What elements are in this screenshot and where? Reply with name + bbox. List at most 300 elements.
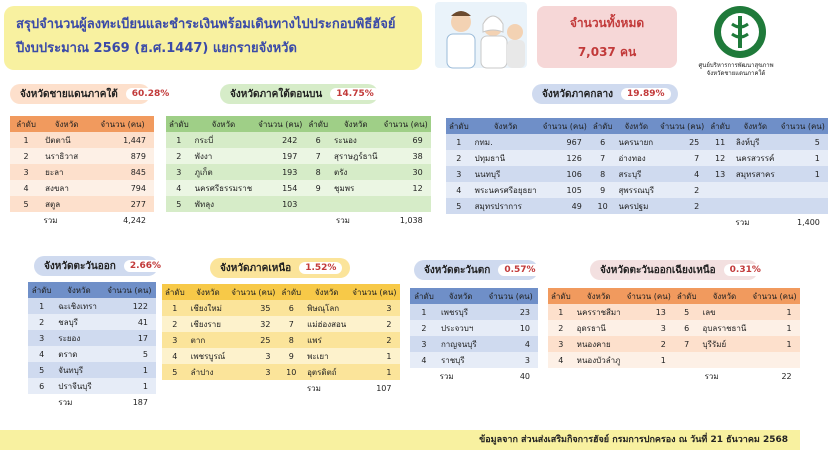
section-name: จังหวัดภาคใต้ตอนบน xyxy=(230,88,323,100)
total-value-cell: 187 xyxy=(103,394,156,410)
count-cell: 1 xyxy=(103,362,156,378)
ministry-logo-icon xyxy=(712,4,768,60)
table-row xyxy=(166,148,431,164)
table-row xyxy=(28,346,156,362)
rank-cell: 8 xyxy=(590,166,616,182)
total-label-cell: รวม xyxy=(278,380,349,396)
rank-cell xyxy=(707,182,733,198)
province-cell: อุตรดิตถ์ xyxy=(304,364,349,380)
count-cell: 25 xyxy=(657,134,707,150)
total-label-cell: รวม xyxy=(10,212,91,228)
rank-cell: 1 xyxy=(548,304,574,320)
org-line-2: จังหวัดชายแดนภาคใต้ xyxy=(706,70,766,77)
table-row xyxy=(410,304,538,320)
count-cell: 2 xyxy=(657,198,707,214)
province-cell: หนองบัวลำภู xyxy=(574,352,624,368)
count-cell: 1 xyxy=(349,364,399,380)
column-header: จังหวัด xyxy=(472,118,540,134)
column-header: จำนวน (คน) xyxy=(657,118,707,134)
rank-cell: 4 xyxy=(162,348,188,364)
column-header: จำนวน (คน) xyxy=(778,118,828,134)
section-header-south-border xyxy=(10,84,170,104)
column-header: ลำดับ xyxy=(10,116,42,132)
column-header: จำนวน (คน) xyxy=(91,116,154,132)
table-east xyxy=(28,282,156,410)
province-cell: ตราด xyxy=(55,346,102,362)
total-card xyxy=(537,6,677,68)
count-cell: 35 xyxy=(228,300,278,316)
province-cell: กระบี่ xyxy=(192,132,255,148)
table-header-row xyxy=(548,288,800,304)
rank-cell: 4 xyxy=(548,352,574,368)
table-row xyxy=(446,198,828,214)
total-value-cell: 4,242 xyxy=(91,212,154,228)
section-percent: 2.66% xyxy=(124,260,167,272)
section-header-central xyxy=(532,84,678,104)
rank-cell: 6 xyxy=(278,300,304,316)
count-cell: 3 xyxy=(483,352,538,368)
count-cell: 4 xyxy=(483,336,538,352)
rank-cell: 1 xyxy=(166,132,192,148)
province-cell xyxy=(700,352,750,368)
province-cell: ลิงห์บุรี xyxy=(733,134,778,150)
total-row xyxy=(166,212,431,228)
section-percent: 19.89% xyxy=(621,88,671,100)
section-header-east xyxy=(34,256,162,276)
count-cell: 25 xyxy=(228,332,278,348)
total-value-cell: 1,400 xyxy=(778,214,828,230)
footer-source: ข้อมูลจาก ส่วนส่งเสริมกิจการฮัจย์ กรมการปกครอง ณ วันที่ 21 ธันวาคม 2568 xyxy=(0,430,800,450)
province-cell xyxy=(733,198,778,214)
table-south-upper xyxy=(166,116,431,228)
column-header: จังหวัด xyxy=(42,116,91,132)
rank-cell: 4 xyxy=(28,346,55,362)
count-cell: 1,447 xyxy=(91,132,154,148)
table-row xyxy=(162,300,400,316)
section-header-west xyxy=(414,260,538,280)
table-row xyxy=(410,320,538,336)
count-cell xyxy=(778,182,828,198)
table-row xyxy=(446,166,828,182)
table-row xyxy=(548,352,800,368)
total-label-cell: รวม xyxy=(410,368,483,384)
total-row xyxy=(28,394,156,410)
total-label-cell: รวม xyxy=(28,394,103,410)
province-cell: กาญจนบุรี xyxy=(438,336,483,352)
column-header: ลำดับ xyxy=(548,288,574,304)
province-cell: สมุทรสาคร xyxy=(733,166,778,182)
rank-cell: 7 xyxy=(305,148,331,164)
rank-cell: 13 xyxy=(707,166,733,182)
table-row xyxy=(548,304,800,320)
province-cell: ยะลา xyxy=(42,164,91,180)
table-header-row xyxy=(166,116,431,132)
count-cell xyxy=(749,352,799,368)
total-value-cell: 22 xyxy=(749,368,799,384)
column-header: จังหวัด xyxy=(55,282,102,298)
province-cell: สุพรรณบุรี xyxy=(615,182,657,198)
count-cell: 103 xyxy=(255,196,305,212)
province-cell: บุรีรัมย์ xyxy=(700,336,750,352)
count-cell xyxy=(381,196,431,212)
count-cell: 10 xyxy=(483,320,538,336)
column-header: จังหวัด xyxy=(574,288,624,304)
org-name xyxy=(672,62,800,78)
count-cell: 1 xyxy=(624,352,674,368)
count-cell: 3 xyxy=(228,364,278,380)
rank-cell: 5 xyxy=(166,196,192,212)
count-cell: 23 xyxy=(483,304,538,320)
count-cell: 1 xyxy=(749,304,799,320)
rank-cell: 9 xyxy=(305,180,331,196)
table-header-row xyxy=(28,282,156,298)
rank-cell: 2 xyxy=(162,316,188,332)
rank-cell: 2 xyxy=(166,148,192,164)
province-cell: สระบุรี xyxy=(615,166,657,182)
count-cell: 197 xyxy=(255,148,305,164)
count-cell: 106 xyxy=(540,166,590,182)
province-cell: หนองคาย xyxy=(574,336,624,352)
title-line-2: ปีงบประมาณ 2569 (ฮ.ศ.1447) แยกรายจังหวัด xyxy=(16,41,297,56)
count-cell: 69 xyxy=(381,132,431,148)
province-cell: ปัตตานี xyxy=(42,132,91,148)
province-cell: นราธิวาส xyxy=(42,148,91,164)
province-cell: นครสวรรค์ xyxy=(733,150,778,166)
rank-cell xyxy=(674,352,700,368)
table-row xyxy=(548,336,800,352)
table-row xyxy=(10,148,154,164)
count-cell: 5 xyxy=(778,134,828,150)
spacer-cell xyxy=(166,212,305,228)
section-percent: 0.57% xyxy=(498,264,541,276)
rank-cell: 12 xyxy=(707,150,733,166)
rank-cell: 1 xyxy=(162,300,188,316)
total-label-cell: รวม xyxy=(707,214,777,230)
count-cell: 154 xyxy=(255,180,305,196)
province-cell: ประจวบฯ xyxy=(438,320,483,336)
section-header-northeast xyxy=(590,260,761,280)
rank-cell: 5 xyxy=(446,198,472,214)
rank-cell: 7 xyxy=(674,336,700,352)
rank-cell: 1 xyxy=(446,134,472,150)
count-cell: 967 xyxy=(540,134,590,150)
table-row xyxy=(10,196,154,212)
column-header: จังหวัด xyxy=(192,116,255,132)
count-cell: 1 xyxy=(103,378,156,394)
province-cell: พระนครศรีอยุธยา xyxy=(472,182,540,198)
province-cell: ชลบุรี xyxy=(55,314,102,330)
section-percent: 0.31% xyxy=(724,264,767,276)
province-cell: ลำปาง xyxy=(188,364,229,380)
province-cell: เพชรบูรณ์ xyxy=(188,348,229,364)
province-cell: เชียงราย xyxy=(188,316,229,332)
total-label: จำนวนทั้งหมด xyxy=(569,16,645,30)
spacer-cell xyxy=(548,368,674,384)
column-header: จังหวัด xyxy=(615,118,657,134)
spacer-cell xyxy=(446,214,707,230)
province-cell: พังงา xyxy=(192,148,255,164)
province-cell: พะเยา xyxy=(304,348,349,364)
table-row xyxy=(166,132,431,148)
count-cell: 2 xyxy=(349,316,399,332)
total-value-cell: 107 xyxy=(349,380,399,396)
rank-cell: 9 xyxy=(590,182,616,198)
column-header: จำนวน (คน) xyxy=(381,116,431,132)
table-row xyxy=(166,196,431,212)
count-cell: 7 xyxy=(657,150,707,166)
count-cell xyxy=(778,198,828,214)
total-row xyxy=(410,368,538,384)
table-row xyxy=(162,364,400,380)
province-cell: ภูเก็ต xyxy=(192,164,255,180)
table-row xyxy=(28,362,156,378)
column-header: ลำดับ xyxy=(590,118,616,134)
province-cell: นครปฐม xyxy=(615,198,657,214)
total-label-cell: รวม xyxy=(305,212,380,228)
column-header: จังหวัด xyxy=(331,116,380,132)
report-title xyxy=(4,6,422,70)
rank-cell xyxy=(707,198,733,214)
table-row xyxy=(446,134,828,150)
column-header: ลำดับ xyxy=(707,118,733,134)
column-header: จำนวน (คน) xyxy=(540,118,590,134)
province-cell: ระนอง xyxy=(331,132,380,148)
rank-cell: 3 xyxy=(166,164,192,180)
column-header: จำนวน (คน) xyxy=(103,282,156,298)
rank-cell: 10 xyxy=(278,364,304,380)
section-name: จังหวัดตะวันออก xyxy=(44,260,116,272)
province-cell: ปราจีนบุรี xyxy=(55,378,102,394)
table-central xyxy=(446,118,828,230)
total-row xyxy=(10,212,154,228)
count-cell: 1 xyxy=(349,348,399,364)
count-cell: 126 xyxy=(540,150,590,166)
total-label-cell: รวม xyxy=(674,368,750,384)
table-row xyxy=(162,332,400,348)
column-header: ลำดับ xyxy=(410,288,438,304)
province-cell xyxy=(331,196,380,212)
rank-cell: 6 xyxy=(28,378,55,394)
column-header: ลำดับ xyxy=(278,284,304,300)
province-cell: เลข xyxy=(700,304,750,320)
province-cell: อุดรธานี xyxy=(574,320,624,336)
province-cell xyxy=(733,182,778,198)
section-name: จังหวัดภาคเหนือ xyxy=(220,262,292,274)
column-header: ลำดับ xyxy=(162,284,188,300)
count-cell: 845 xyxy=(91,164,154,180)
rank-cell: 7 xyxy=(590,150,616,166)
section-percent: 14.75% xyxy=(330,88,380,100)
count-cell: 3 xyxy=(228,348,278,364)
rank-cell: 3 xyxy=(446,166,472,182)
count-cell: 32 xyxy=(228,316,278,332)
province-cell: อุบลราชธานี xyxy=(700,320,750,336)
column-header: จังหวัด xyxy=(733,118,778,134)
section-percent: 1.52% xyxy=(299,262,342,274)
table-row xyxy=(410,352,538,368)
rank-cell: 8 xyxy=(305,164,331,180)
province-cell: สตูล xyxy=(42,196,91,212)
province-cell: ฉะเชิงเทรา xyxy=(55,298,102,314)
column-header: ลำดับ xyxy=(305,116,331,132)
column-header: จำนวน (คน) xyxy=(483,288,538,304)
rank-cell: 4 xyxy=(10,180,42,196)
pilgrims-illustration-icon xyxy=(435,2,527,68)
column-header: จังหวัด xyxy=(304,284,349,300)
province-cell: ชุมพร xyxy=(331,180,380,196)
table-row xyxy=(446,150,828,166)
rank-cell: 7 xyxy=(278,316,304,332)
rank-cell: 3 xyxy=(10,164,42,180)
table-row xyxy=(10,180,154,196)
rank-cell: 4 xyxy=(166,180,192,196)
count-cell: 13 xyxy=(624,304,674,320)
rank-cell: 2 xyxy=(10,148,42,164)
rank-cell: 1 xyxy=(410,304,438,320)
count-cell: 879 xyxy=(91,148,154,164)
rank-cell: 4 xyxy=(410,352,438,368)
province-cell: กทม. xyxy=(472,134,540,150)
province-cell: ราชบุรี xyxy=(438,352,483,368)
count-cell: 2 xyxy=(657,182,707,198)
section-name: จังหวัดภาคกลาง xyxy=(542,88,614,100)
province-cell: จันทบุรี xyxy=(55,362,102,378)
count-cell: 1 xyxy=(778,150,828,166)
rank-cell: 3 xyxy=(162,332,188,348)
table-row xyxy=(446,182,828,198)
table-south-border xyxy=(10,116,154,228)
rank-cell: 6 xyxy=(674,320,700,336)
column-header: ลำดับ xyxy=(674,288,700,304)
rank-cell: 10 xyxy=(590,198,616,214)
count-cell: 12 xyxy=(381,180,431,196)
count-cell: 5 xyxy=(103,346,156,362)
spacer-cell xyxy=(162,380,278,396)
column-header: จำนวน (คน) xyxy=(255,116,305,132)
rank-cell: 5 xyxy=(162,364,188,380)
province-cell: นครนายก xyxy=(615,134,657,150)
rank-cell: 6 xyxy=(590,134,616,150)
rank-cell: 2 xyxy=(28,314,55,330)
table-row xyxy=(162,348,400,364)
count-cell: 193 xyxy=(255,164,305,180)
province-cell: นนทบุรี xyxy=(472,166,540,182)
count-cell: 122 xyxy=(103,298,156,314)
rank-cell: 2 xyxy=(446,150,472,166)
rank-cell: 5 xyxy=(28,362,55,378)
province-cell: สมุทรปราการ xyxy=(472,198,540,214)
province-cell: แม่ฮ่องสอน xyxy=(304,316,349,332)
province-cell: อ่างทอง xyxy=(615,150,657,166)
table-row xyxy=(28,298,156,314)
table-north xyxy=(162,284,400,396)
rank-cell: 3 xyxy=(410,336,438,352)
count-cell: 1 xyxy=(749,320,799,336)
column-header: ลำดับ xyxy=(28,282,55,298)
rank-cell: 2 xyxy=(410,320,438,336)
rank-cell: 11 xyxy=(707,134,733,150)
count-cell: 277 xyxy=(91,196,154,212)
province-cell: พิษณุโลก xyxy=(304,300,349,316)
section-percent: 60.28% xyxy=(126,88,176,100)
province-cell: ตาก xyxy=(188,332,229,348)
rank-cell: 6 xyxy=(305,132,331,148)
column-header: จำนวน (คน) xyxy=(749,288,799,304)
total-value-cell: 1,038 xyxy=(381,212,431,228)
province-cell: ระยอง xyxy=(55,330,102,346)
count-cell: 242 xyxy=(255,132,305,148)
rank-cell xyxy=(305,196,331,212)
table-west xyxy=(410,288,538,384)
org-line-1: ศูนย์บริหารการพัฒนาสุขภาพ xyxy=(698,62,774,69)
total-row xyxy=(548,368,800,384)
province-cell: ปทุมธานี xyxy=(472,150,540,166)
count-cell: 105 xyxy=(540,182,590,198)
column-header: จำนวน (คน) xyxy=(228,284,278,300)
section-header-south-upper xyxy=(220,84,378,104)
rank-cell: 1 xyxy=(10,132,42,148)
column-header: จำนวน (คน) xyxy=(624,288,674,304)
province-cell: สงขลา xyxy=(42,180,91,196)
table-northeast xyxy=(548,288,800,384)
rank-cell: 9 xyxy=(278,348,304,364)
count-cell: 4 xyxy=(657,166,707,182)
province-cell: เพชรบุรี xyxy=(438,304,483,320)
total-row xyxy=(446,214,828,230)
count-cell: 1 xyxy=(749,336,799,352)
rank-cell: 1 xyxy=(28,298,55,314)
count-cell: 3 xyxy=(624,320,674,336)
table-row xyxy=(10,132,154,148)
section-name: จังหวัดตะวันออกเฉียงเหนือ xyxy=(600,264,716,276)
count-cell: 3 xyxy=(349,300,399,316)
province-cell: แพร่ xyxy=(304,332,349,348)
section-header-north xyxy=(210,258,350,278)
column-header: จังหวัด xyxy=(188,284,229,300)
table-row xyxy=(166,164,431,180)
count-cell: 2 xyxy=(349,332,399,348)
count-cell: 17 xyxy=(103,330,156,346)
count-cell: 49 xyxy=(540,198,590,214)
title-line-1: สรุปจำนวนผู้ลงทะเบียนและชำระเงินพร้อมเดินทางไปประกอบพิธีฮัจย์ xyxy=(16,17,396,32)
table-row xyxy=(28,314,156,330)
table-header-row xyxy=(162,284,400,300)
total-value: 7,037 คน xyxy=(577,45,637,59)
rank-cell: 2 xyxy=(548,320,574,336)
table-header-row xyxy=(446,118,828,134)
count-cell: 2 xyxy=(624,336,674,352)
rank-cell: 5 xyxy=(674,304,700,320)
column-header: จำนวน (คน) xyxy=(349,284,399,300)
column-header: จังหวัด xyxy=(438,288,483,304)
count-cell: 1 xyxy=(778,166,828,182)
province-cell: ตรัง xyxy=(331,164,380,180)
total-value-cell: 40 xyxy=(483,368,538,384)
total-row xyxy=(162,380,400,396)
rank-cell: 8 xyxy=(278,332,304,348)
section-name: จังหวัดตะวันตก xyxy=(424,264,491,276)
rank-cell: 3 xyxy=(548,336,574,352)
column-header: จังหวัด xyxy=(700,288,750,304)
province-cell: สุราษฎร์ธานี xyxy=(331,148,380,164)
table-row xyxy=(28,330,156,346)
column-header: ลำดับ xyxy=(446,118,472,134)
count-cell: 38 xyxy=(381,148,431,164)
table-header-row xyxy=(410,288,538,304)
table-row xyxy=(410,336,538,352)
rank-cell: 4 xyxy=(446,182,472,198)
table-row xyxy=(166,180,431,196)
